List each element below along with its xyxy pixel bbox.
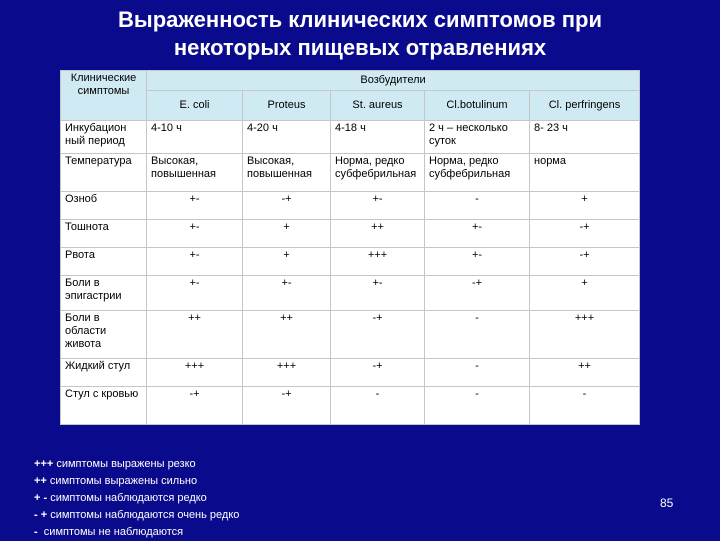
symptom-label: Рвота	[61, 248, 147, 276]
legend-mark: - +	[34, 509, 48, 521]
table-cell: 4-18 ч	[331, 121, 425, 154]
table-cell: -	[331, 387, 425, 425]
legend-item	[34, 473, 239, 490]
table-cell: -	[425, 311, 530, 359]
pathogen-header: Cl. perfringens	[530, 91, 640, 121]
table-cell: +	[530, 192, 640, 220]
table-cell: ++	[243, 311, 331, 359]
table-cell: +-	[147, 220, 243, 248]
table-cell: ++	[331, 220, 425, 248]
legend-text: симптомы наблюдаются очень редко	[50, 509, 240, 521]
table-row	[61, 387, 640, 425]
table-cell: +-	[331, 276, 425, 311]
table-cell: +-	[425, 248, 530, 276]
table-cell: +++	[331, 248, 425, 276]
table-cell: Норма, редко субфебрильная	[331, 154, 425, 192]
table-cell: ++	[530, 359, 640, 387]
table-row	[61, 359, 640, 387]
symptom-label: Жидкий стул	[61, 359, 147, 387]
table-cell: +-	[147, 248, 243, 276]
table-cell: +++	[147, 359, 243, 387]
legend-mark: +++	[34, 458, 54, 470]
table-cell: +-	[425, 220, 530, 248]
table-cell: Высокая, повышенная	[147, 154, 243, 192]
table-cell: 4-20 ч	[243, 121, 331, 154]
table-cell: 8- 23 ч	[530, 121, 640, 154]
pathogen-header: Cl.botulinum	[425, 91, 530, 121]
table-cell: +++	[243, 359, 331, 387]
table-row	[61, 276, 640, 311]
pathogen-header: E. coli	[147, 91, 243, 121]
table-row	[61, 248, 640, 276]
legend-item	[34, 490, 239, 507]
table-cell: -+	[147, 387, 243, 425]
table-cell: -	[425, 359, 530, 387]
title-line-1: Выраженность клинических симптомов при	[118, 7, 602, 32]
legend	[34, 456, 239, 541]
symptom-label: Тошнота	[61, 220, 147, 248]
table-cell: -+	[425, 276, 530, 311]
table-cell: +-	[147, 276, 243, 311]
legend-item	[34, 524, 239, 541]
table-cell: -+	[530, 248, 640, 276]
table-cell: +	[243, 220, 331, 248]
legend-text: симптомы выражены сильно	[49, 475, 198, 487]
table-row	[61, 311, 640, 359]
legend-mark: + -	[34, 492, 48, 504]
table-cell: -+	[530, 220, 640, 248]
table-cell: +-	[243, 276, 331, 311]
table-cell: Норма, редко субфебрильная	[425, 154, 530, 192]
table-cell: Высокая, повышенная	[243, 154, 331, 192]
table-row	[61, 220, 640, 248]
table-row	[61, 121, 640, 154]
symptom-label: Температура	[61, 154, 147, 192]
pathogen-header: Proteus	[243, 91, 331, 121]
table-cell: -+	[243, 387, 331, 425]
symptom-label: Инкубацион ный период	[61, 121, 147, 154]
pathogen-header: St. aureus	[331, 91, 425, 121]
page-number: 85	[660, 496, 674, 510]
table-cell: +-	[147, 192, 243, 220]
header-row-pathogens	[61, 91, 640, 121]
legend-text: симптомы наблюдаются редко	[50, 492, 207, 504]
legend-mark: ++	[34, 475, 47, 487]
legend-item	[34, 456, 239, 473]
table-cell: +	[530, 276, 640, 311]
header-row-group	[61, 71, 640, 91]
legend-text: симптомы не наблюдаются	[43, 526, 184, 538]
table-row	[61, 192, 640, 220]
table-cell: ++	[147, 311, 243, 359]
corner-header: Клинические симптомы	[61, 71, 147, 121]
table-cell: 4-10 ч	[147, 121, 243, 154]
table-cell: -	[530, 387, 640, 425]
symptoms-table	[60, 70, 640, 425]
symptom-label: Боли в области живота	[61, 311, 147, 359]
table-cell: -+	[243, 192, 331, 220]
table-cell: +	[243, 248, 331, 276]
table-row	[61, 154, 640, 192]
table-cell: 2 ч – несколько суток	[425, 121, 530, 154]
legend-text: симптомы выражены резко	[56, 458, 196, 470]
table-cell: норма	[530, 154, 640, 192]
symptom-label: Стул с кровью	[61, 387, 147, 425]
table-cell: -	[425, 192, 530, 220]
legend-mark: -	[34, 526, 38, 538]
symptom-label: Озноб	[61, 192, 147, 220]
table-cell: +-	[331, 192, 425, 220]
slide-title	[40, 6, 680, 62]
legend-item	[34, 507, 239, 524]
group-header: Возбудители	[147, 71, 640, 91]
title-line-2: некоторых пищевых отравлениях	[173, 35, 547, 60]
table-cell: -+	[331, 359, 425, 387]
table-cell: +++	[530, 311, 640, 359]
table-cell: -+	[331, 311, 425, 359]
table-cell: -	[425, 387, 530, 425]
symptom-label: Боли в эпигастрии	[61, 276, 147, 311]
